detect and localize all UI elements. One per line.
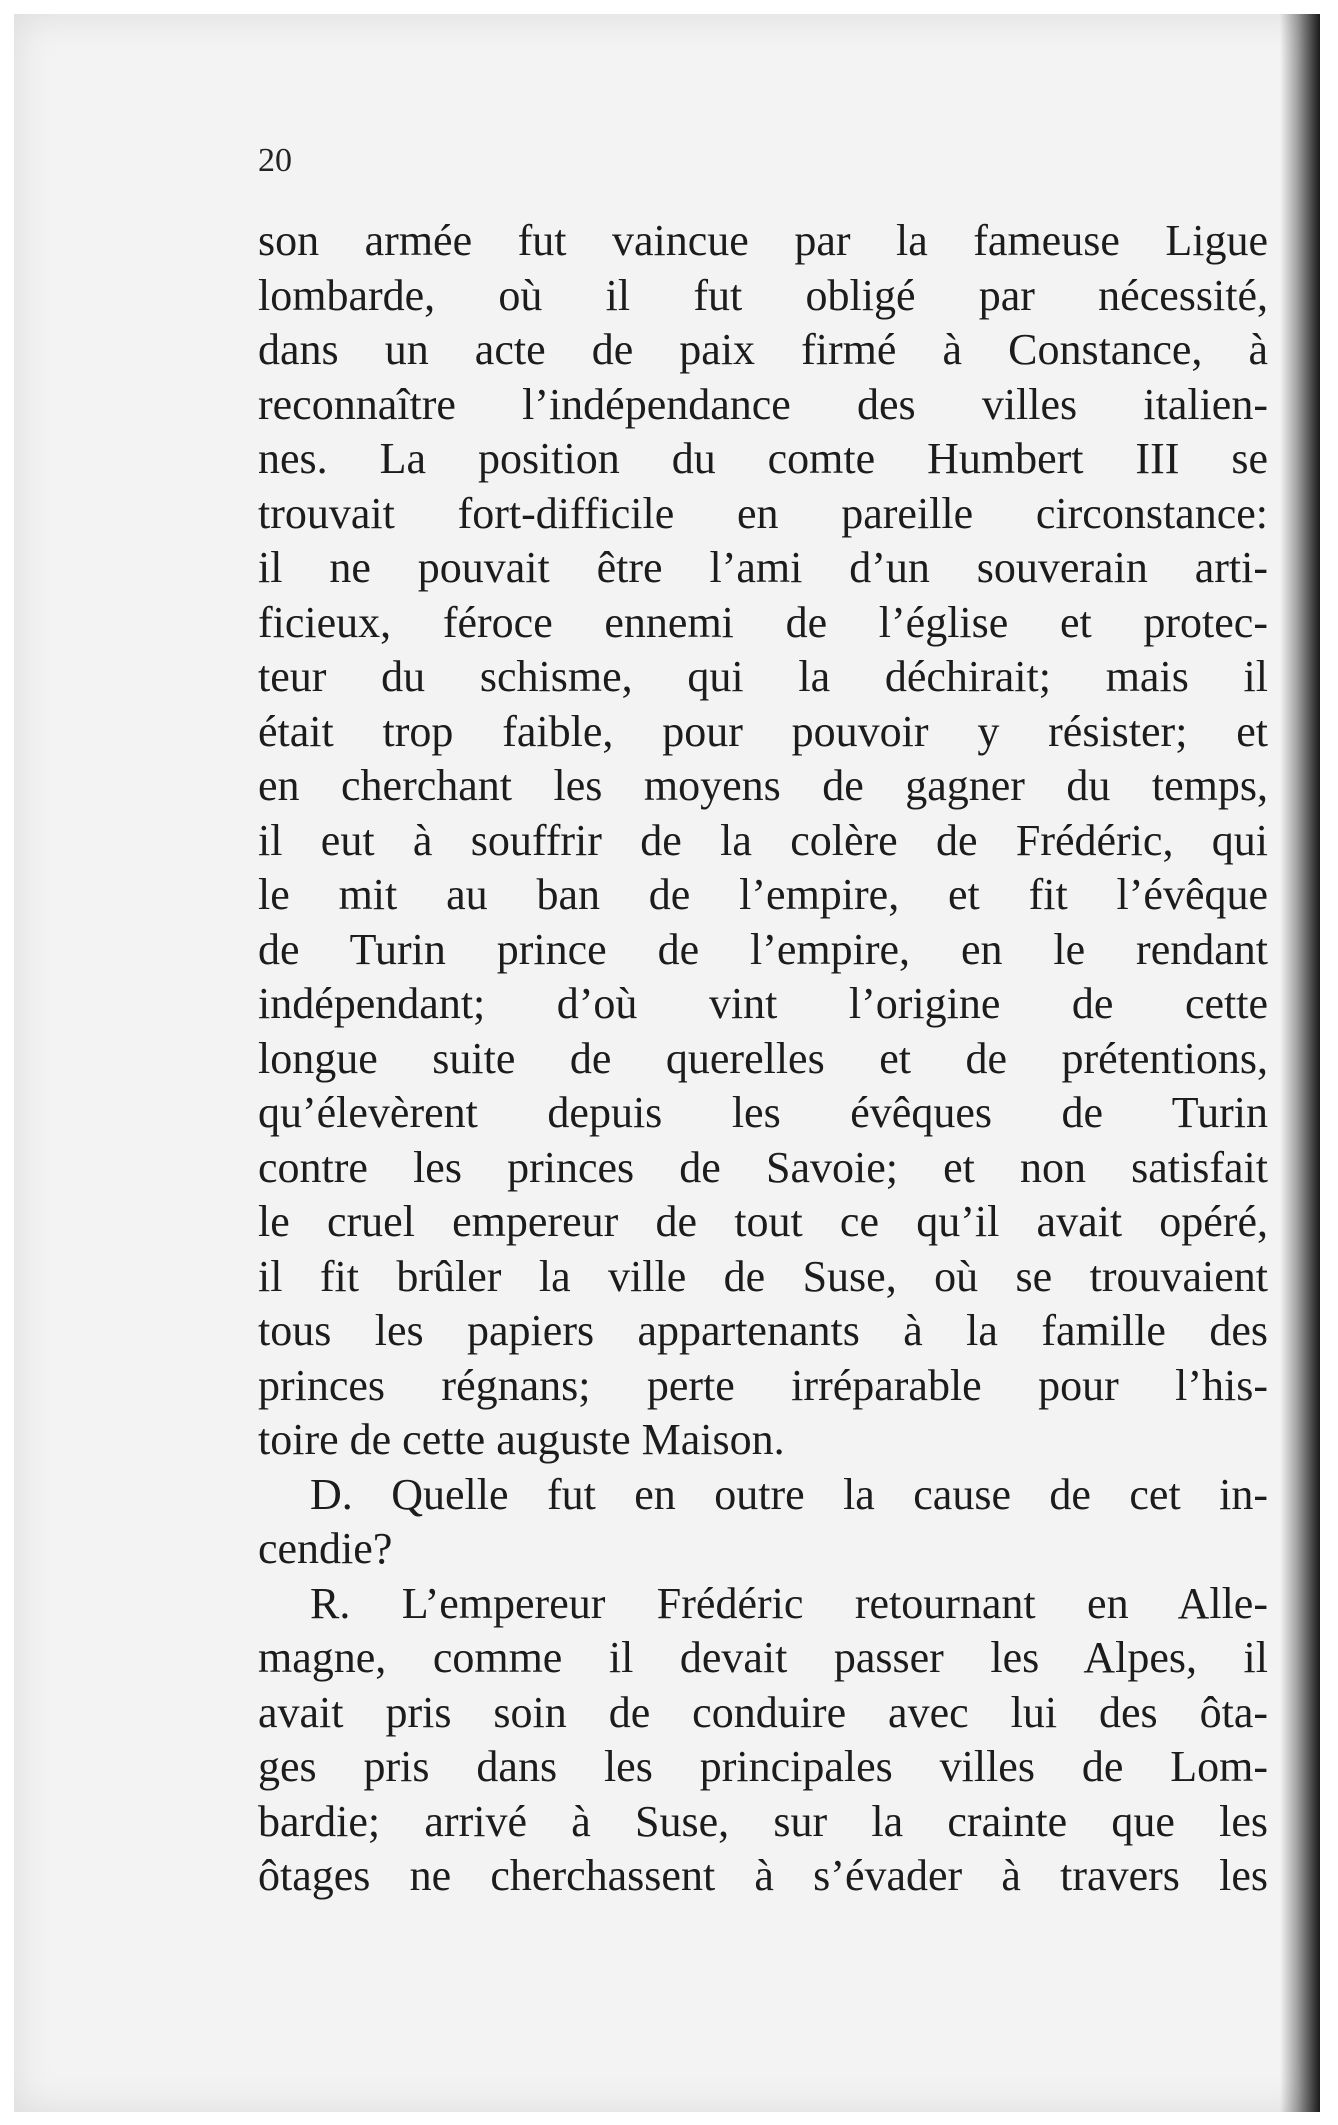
question-line: D. Quelle fut en outre la cause de cet in- xyxy=(310,1469,1268,1519)
text-line: le cruel empereur de tout ce qu’il avait opéré, xyxy=(258,1197,1268,1246)
text-line: contre les princes de Savoie; et non satisfait xyxy=(258,1142,1268,1192)
text-line: toire de cette auguste Maison. xyxy=(258,1415,785,1464)
text-line: il ne pouvait être l’ami d’un souverain arti- xyxy=(258,543,1268,592)
text-line: lombarde, où il fut obligé par nécessité, xyxy=(258,270,1268,320)
text-line: avait pris soin de conduire avec lui des ôta- xyxy=(258,1687,1268,1737)
answer-line: R. L’empereur Frédéric retournant en Alle- xyxy=(310,1578,1268,1628)
scanned-book-page xyxy=(14,14,1320,2112)
text-line: indépendant; d’où vint l’origine de cette xyxy=(258,979,1268,1028)
text-line: trouvait fort-difficile en pareille circonstance: xyxy=(258,488,1268,538)
text-line: longue suite de querelles et de prétentions, xyxy=(258,1033,1268,1083)
text-line: cendie? xyxy=(258,1524,393,1573)
text-line: son armée fut vaincue par la fameuse Ligue xyxy=(258,216,1268,265)
text-line: ficieux, féroce ennemi de l’église et protec- xyxy=(258,597,1268,647)
text-line: tous les papiers appartenants à la famille des xyxy=(258,1306,1268,1355)
text-line: teur du schisme, qui la déchirait; mais il xyxy=(258,652,1268,701)
text-line: dans un acte de paix firmé à Constance, à xyxy=(258,325,1268,374)
text-line: était trop faible, pour pouvoir y résister; et xyxy=(258,706,1268,756)
binding-shadow xyxy=(1280,14,1320,2112)
text-line: ges pris dans les principales villes de Lom- xyxy=(258,1742,1268,1791)
text-line: en cherchant les moyens de gagner du temps, xyxy=(258,761,1268,810)
text-line: qu’élevèrent depuis les évêques de Turin xyxy=(258,1088,1268,1137)
text-line: nes. La position du comte Humbert III se xyxy=(258,434,1268,483)
body-text xyxy=(258,214,1268,1904)
text-line: reconnaître l’indépendance des villes italien- xyxy=(258,379,1268,429)
text-line: il fit brûler la ville de Suse, où se trouvaient xyxy=(258,1251,1268,1301)
page-number: 20 xyxy=(258,142,292,179)
text-line: il eut à souffrir de la colère de Frédéric, qui xyxy=(258,815,1268,865)
text-line: le mit au ban de l’empire, et fit l’évêque xyxy=(258,870,1268,919)
text-line: bardie; arrivé à Suse, sur la crainte que les xyxy=(258,1796,1268,1846)
text-line: ôtages ne cherchassent à s’évader à travers les xyxy=(258,1851,1268,1900)
text-line: magne, comme il devait passer les Alpes, il xyxy=(258,1633,1268,1682)
text-line: de Turin prince de l’empire, en le rendant xyxy=(258,924,1268,974)
text-line: princes régnans; perte irréparable pour l’his- xyxy=(258,1360,1268,1410)
